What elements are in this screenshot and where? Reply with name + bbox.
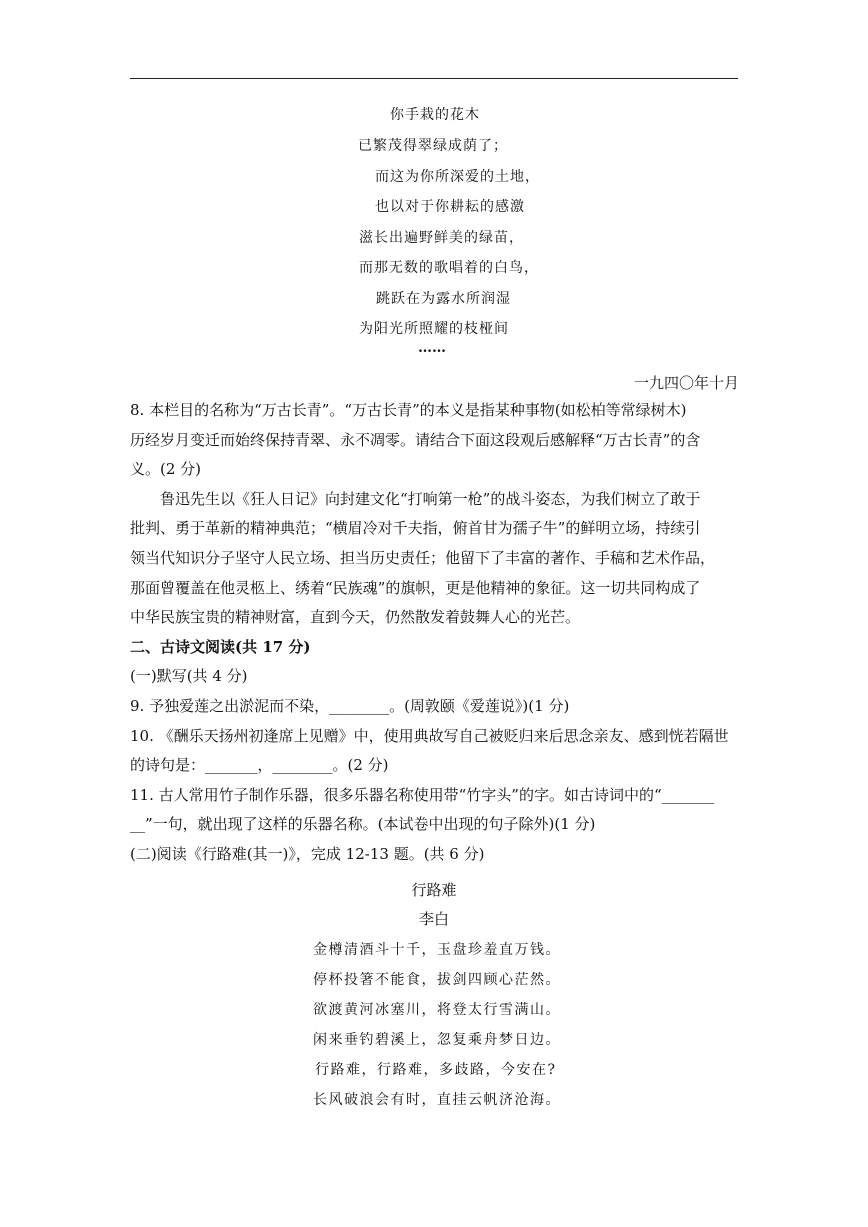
poem-line: 也以对于你耕耘的感激 [375,199,525,215]
poem-ellipsis: …… [418,340,446,356]
passage-line: 鲁迅先生以《狂人日记》向封建文化“打响第一枪”的战斗姿态，为我们树立了敢于 [160,489,701,508]
poem-line: 而那无数的歌唱着的白鸟， [359,260,539,276]
passage-line: 中华民族宝贵的精神财富，直到今天，仍然散发着鼓舞人心的光芒。 [130,608,581,627]
question-11-line: 11. 古人常用竹子制作乐器，很多乐器名称使用带“竹字头”的字。如古诗词中的“_______ [130,785,715,804]
poem-line: 行路难，行路难，多歧路，今安在? [315,1062,557,1078]
poem-line: 跳跃在为露水所润湿 [376,291,511,307]
passage-line: 批判、勇于革新的精神典范；“横眉冷对千夫指，俯首甘为孺子牛”的鲜明立场，持续引 [130,519,701,538]
poem-line: 而这为你所深爱的土地， [375,169,540,185]
poem-author: 李白 [418,910,449,928]
passage-line: 那面曾覆盖在他灵柩上、绣着“民族魂”的旗帜，更是他精神的象征。这一切共同构成了 [130,578,701,597]
question-10-line: 的诗句是：_______，________。(2 分) [130,756,389,775]
section-heading: 二、古诗文阅读(共 17 分) [130,637,311,656]
question-10-line: 10. 《酬乐天扬州初逢席上见赠》中，使用典故写自己被贬归来后思念亲友、感到恍若隔世 [130,726,729,745]
question-9: 9. 予独爱莲之出淤泥而不染，________。(周敦颐《爱莲说》)(1 分) [130,696,570,715]
poem-line: 欲渡黄河冰塞川，将登太行雪满山。 [313,1002,561,1018]
poem-line: 你手栽的花木 [390,107,480,123]
subsection-heading: (一)默写(共 4 分) [130,667,248,686]
question-11-line: __”一句，就出现了这样的乐器名称。(本试卷中出现的句子除外)(1 分) [130,815,596,834]
subsection-heading: (二)阅读《行路难(其一)》，完成 12-13 题。(共 6 分) [130,844,485,863]
passage-line: 领当代知识分子坚守人民立场、担当历史责任；他留下了丰富的著作、手稿和艺术作品， [130,548,716,567]
poem-line: 金樽清酒斗十千，玉盘珍羞直万钱。 [313,942,561,958]
poem-title: 行路难 [411,881,457,899]
poem-line: 已繁茂得翠绿成荫了； [358,138,508,154]
poem-line: 长风破浪会有时，直挂云帆济沧海。 [313,1092,561,1108]
poem-line: 为阳光所照耀的枝桠间 [359,321,509,337]
poem-line: 闲来垂钓碧溪上，忽复乘舟梦日边。 [313,1032,561,1048]
header-rule [130,78,738,79]
poem-date: 一九四〇年十月 [634,374,740,392]
question-8: 8. 本栏目的名称为“万古长青”。“万古长青”的本义是指某种事物(如松柏等常绿树木) 历经岁月变迁而始终保持青翠、永不凋零。请结合下面这段观后感解释“万古长青”的含 义。(2 分) 鲁迅先生以《狂人日记》向封建文化“打响第一枪”的战斗姿态，为我们树立了敢于 批判、勇于革新的精神典范；“横眉冷对千夫指，俯首甘为孺子牛”的鲜明立场，持续引 领当代知识分子坚守人民立场、担当历史责任；他留下了丰富的著作、手稿和艺术作品， 那面曾覆盖在他灵柩上、绣着“民族魂”的旗帜，更是他精神的象征。这一切共同构成了 中华民族宝贵的精神财富，直到今天，仍然散发着鼓舞人心的光芒。 二、古诗文阅读(共 17 分) (一)默写(共 4 分) 9. 予独爱莲之出淤泥而不染，________。(周敦颐《爱莲说》)(1 分) 10. 《酬乐天扬州初逢席上见赠》中，使用典故写自己被贬归来后思念亲友、感到恍若隔世 的诗句是：_______，________。(2 分) 11. 古人常用竹子制作乐器，很多乐器名称使用带“竹字头”的字。如古诗词中的“_______ __”一句，就出现了这样的乐器名称。(本试卷中出现的句子除外)(1 分) (二)阅读《行路难(其一)》，完成 12-13 题。(共 6 分) [130,396,740,870]
poem-line: 滋长出遍野鲜美的绿苗， [359,230,524,246]
poem-line: 停杯投箸不能食，拔剑四顾心茫然。 [313,972,561,988]
